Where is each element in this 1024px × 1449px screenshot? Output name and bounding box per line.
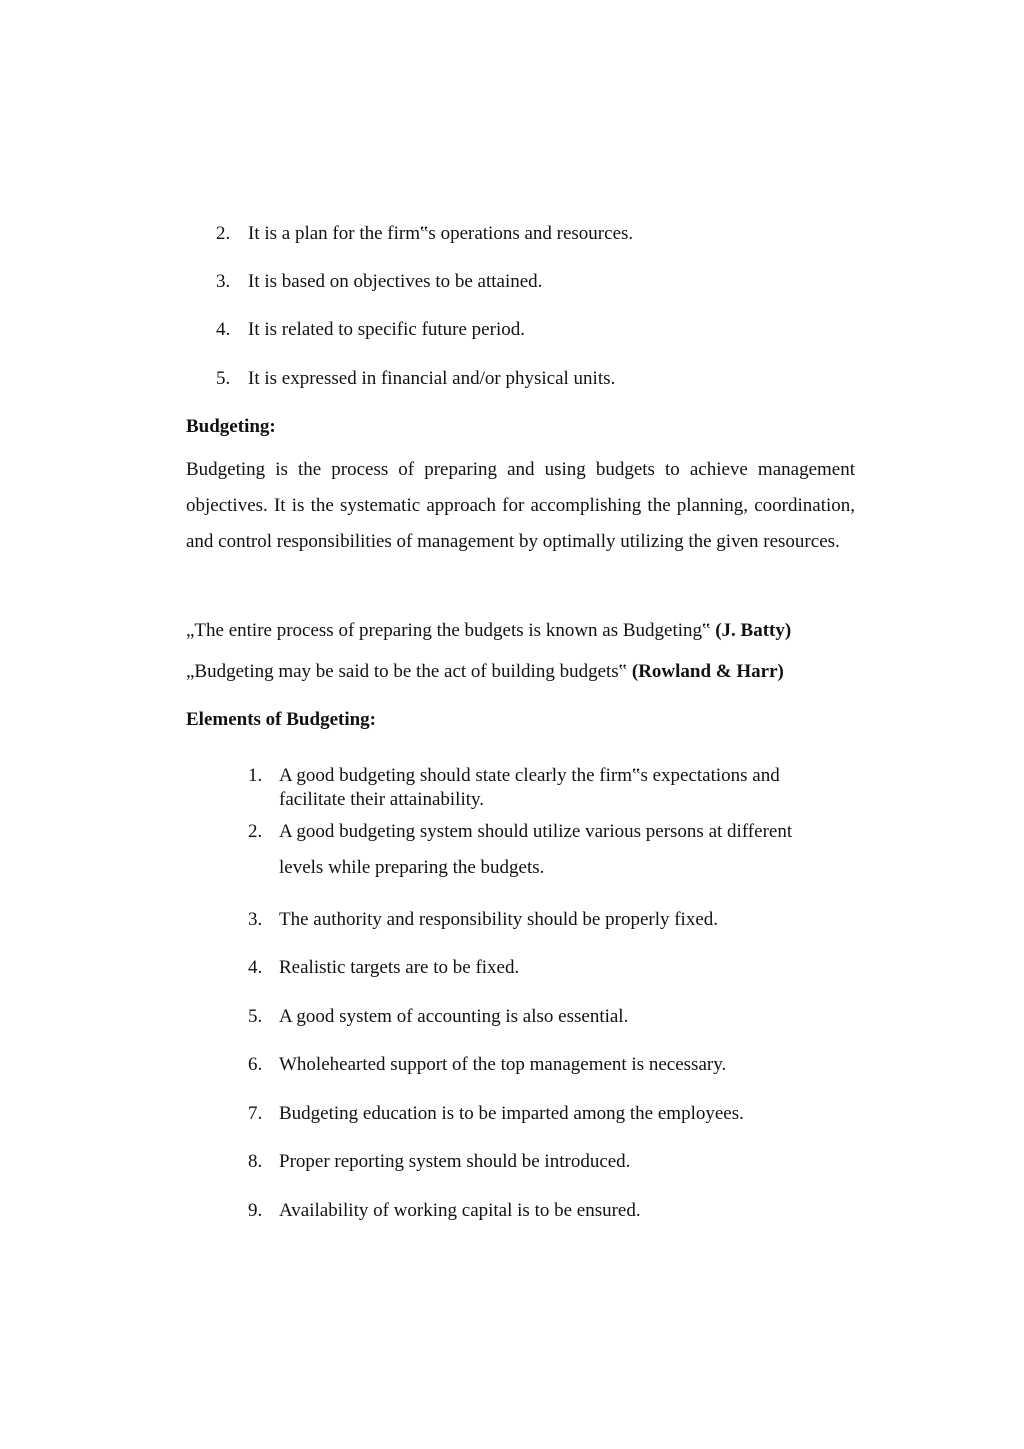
list-item-number: 8. (248, 1151, 263, 1172)
quote-text: „The entire process of preparing the budgets is known as Budgeting‟ (186, 620, 711, 641)
list-item-number: 2. (248, 821, 263, 842)
list-item-number: 9. (248, 1200, 263, 1221)
list-item-text: It is expressed in financial and/or physical units. (248, 368, 616, 389)
quote-batty (186, 619, 791, 643)
list-item-text: It is based on objectives to be attained. (248, 271, 543, 292)
list-item-text: A good system of accounting is also essential. (279, 1006, 629, 1027)
list-item-text: Realistic targets are to be fixed. (279, 957, 520, 978)
list-item-number: 4. (216, 319, 231, 340)
budgeting-heading: Budgeting: (186, 416, 276, 437)
list-item-text: Budgeting education is to be imparted among the employees. (279, 1103, 744, 1124)
list-item-text: A good budgeting should state clearly the firm‟s expectations and facilitate their attainability. (279, 765, 780, 810)
quote-text: „Budgeting may be said to be the act of building budgets‟ (186, 661, 628, 682)
budgeting-paragraph: Budgeting is the process of preparing and using budgets to achieve management objectives. It is the systematic approach for accomplishing the planning, coordination, and control responsibilities of management by optimally utilizing the given resources. (186, 459, 855, 552)
list-item-number: 4. (248, 957, 263, 978)
list-item-number: 2. (216, 223, 231, 244)
list-item-text: Proper reporting system should be introduced. (279, 1151, 631, 1172)
list-item-number: 6. (248, 1054, 263, 1075)
list-item-number: 5. (248, 1006, 263, 1027)
elements-heading: Elements of Budgeting: (186, 709, 376, 730)
list-item-text: The authority and responsibility should be properly fixed. (279, 909, 719, 930)
list-item-text: It is related to specific future period. (248, 319, 525, 340)
quote-author: (Rowland & Harr) (631, 661, 784, 682)
quote-rowland-harr (186, 660, 784, 684)
list-item-number: 3. (216, 271, 231, 292)
list-item-text: It is a plan for the firm‟s operations and resources. (248, 223, 634, 244)
list-item-number: 1. (248, 765, 263, 786)
list-item-number: 5. (216, 368, 231, 389)
list-item-text: Availability of working capital is to be ensured. (279, 1200, 641, 1221)
list-item-text: Wholehearted support of the top management is necessary. (279, 1054, 727, 1075)
list-item-number: 3. (248, 909, 263, 930)
list-item-number: 7. (248, 1103, 263, 1124)
quote-author: (J. Batty) (715, 620, 792, 641)
list-item-text: A good budgeting system should utilize various persons at different levels while preparing the budgets. (279, 821, 793, 878)
